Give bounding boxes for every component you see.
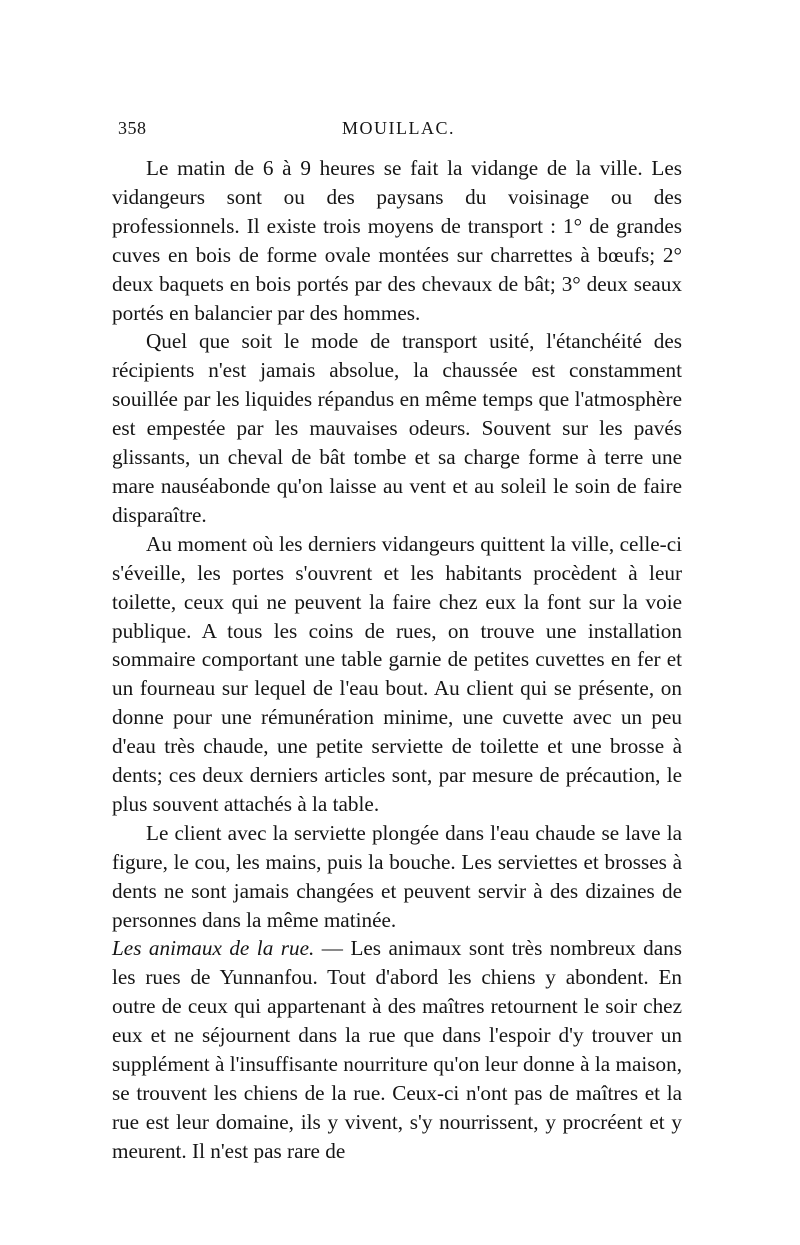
paragraph-client: Le client avec la serviette plongée dans l'eau chaude se lave la figure, le cou, les mains, puis la bouche. Les serviettes et brosses à dents ne sont jamais changées et peuvent servir à des dizaines de personnes dans la même matinée.: [112, 820, 682, 932]
paragraph-morning-toilet: Au moment où les derniers vidangeurs quittent la ville, celle-ci s'éveille, les portes s'ouvrent et les habitants procèdent à leur toilette, ceux qui ne peuvent la faire chez eux la font sur la voie publique. A tous les coins de rues, on trouve une installation sommaire comportant une table garnie de petites cuvettes en fer et un fourneau sur lequel de l'eau bout. Au client qui se présente, on donne pour une rémunération minime, une cuvette avec un peu d'eau très chaude, une petite serviette de toilette et une brosse à dents; ces deux derniers articles sont, par mesure de précaution, le plus souvent attachés à la table.: [112, 531, 682, 816]
paragraph-night-soil: Le matin de 6 à 9 heures se fait la vidange de la ville. Les vidangeurs sont ou des paysans du voisinage ou des professionnels. Il existe trois moyens de transport : 1° de grandes cuves en bois de forme ovale montées sur charrettes à bœufs; 2° deux baquets en bois portés par des chevaux de bât; 3° deux seaux portés en balancier par des hommes.: [112, 156, 682, 325]
section-body: — Les animaux sont très nombreux dans les rues de Yunnanfou. Tout d'abord les chiens y abondent. En outre de ceux qui appartenant à des maîtres retournent le soir chez eux et ne séjournent dans la rue que dans l'espoir d'y trouver un supplément à l'insuffisante nourriture qu'on leur donne à la maison, se trouvent les chiens de la rue. Ceux-ci n'ont pas de maîtres et la rue est leur domaine, ils y vivent, s'y nourrissent, y procréent et y meurent. Il n'est pas rare de: [112, 936, 682, 1163]
body-text: [112, 154, 682, 1166]
paragraph-transport: Quel que soit le mode de transport usité, l'étanchéité des récipients n'est jamais absolue, la chaussée est constamment souillée par les liquides répandus en même temps que l'atmosphère est empestée par les mauvaises odeurs. Souvent sur les pavés glissants, un cheval de bât tombe et sa charge forme à terre une mare nauséabonde qu'on laisse au vent et au soleil le soin de faire disparaître.: [112, 329, 682, 527]
book-page: [112, 118, 682, 1166]
page-number: 358: [118, 118, 147, 138]
section-heading: Les animaux de la rue.: [112, 936, 315, 961]
section-animals: [112, 934, 682, 1165]
running-head: [112, 118, 682, 146]
running-title: MOUILLAC.: [342, 118, 455, 138]
